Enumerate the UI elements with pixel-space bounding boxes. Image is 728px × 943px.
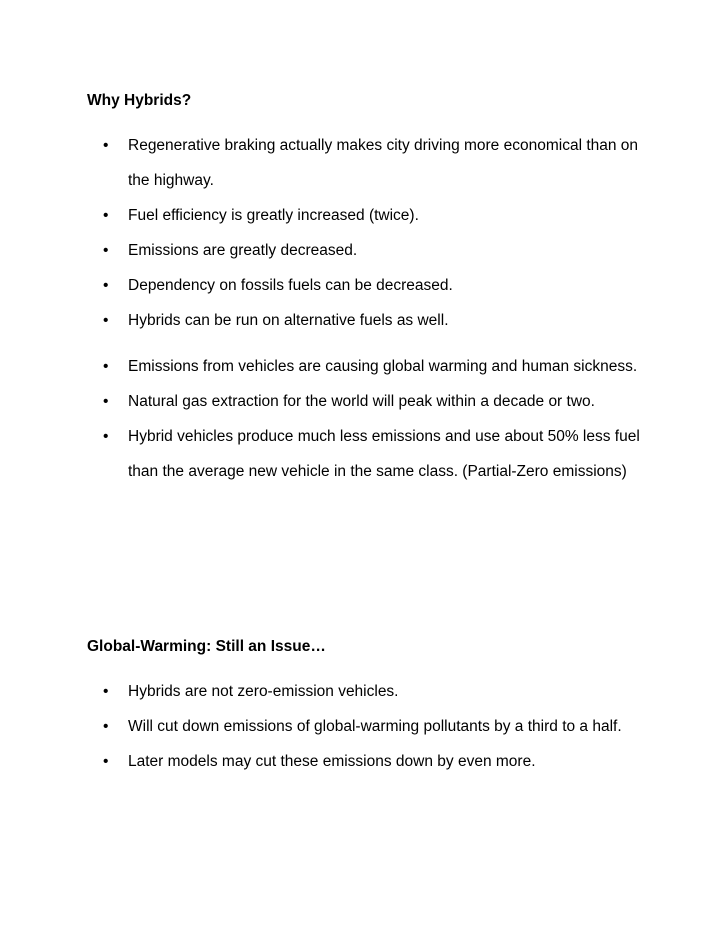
heading-why-hybrids: Why Hybrids? <box>87 92 192 109</box>
bullet-icon: • <box>103 358 109 375</box>
bullet-icon: • <box>103 137 109 154</box>
list-item <box>103 709 663 744</box>
list-item-text: Will cut down emissions of global-warming pollutants by a third to a half. <box>128 718 622 735</box>
list-item <box>103 128 663 198</box>
list-item <box>103 744 663 779</box>
bullet-icon: • <box>103 718 109 735</box>
list-item <box>103 268 663 303</box>
bullet-icon: • <box>103 312 109 329</box>
why-hybrids-list-2 <box>103 349 663 489</box>
list-item-text: Hybrids are not zero-emission vehicles. <box>128 683 399 700</box>
list-item <box>103 674 663 709</box>
list-item <box>103 198 663 233</box>
list-item <box>103 233 663 268</box>
bullet-icon: • <box>103 683 109 700</box>
list-item-text: Later models may cut these emissions down by even more. <box>128 753 536 770</box>
list-item <box>103 303 663 338</box>
bullet-icon: • <box>103 428 109 445</box>
bullet-icon: • <box>103 242 109 259</box>
list-item-text: Emissions are greatly decreased. <box>128 242 358 259</box>
list-item <box>103 419 663 489</box>
list-item-text: Dependency on fossils fuels can be decreased. <box>128 277 453 294</box>
list-item-text: Regenerative braking actually makes city driving more economical than on the highway. <box>128 137 639 189</box>
bullet-icon: • <box>103 277 109 294</box>
why-hybrids-list-1 <box>103 128 663 338</box>
list-item-text: Emissions from vehicles are causing global warming and human sickness. <box>128 358 638 375</box>
heading-global-warming: Global-Warming: Still an Issue… <box>87 638 326 655</box>
list-item-text: Fuel efficiency is greatly increased (twice). <box>128 207 419 224</box>
list-item-text: Hybrid vehicles produce much less emissions and use about 50% less fuel than the average new vehicle in the same class. (Partial-Zero emissions) <box>128 428 640 480</box>
list-item <box>103 349 663 384</box>
bullet-icon: • <box>103 393 109 410</box>
list-item-text: Natural gas extraction for the world will peak within a decade or two. <box>128 393 595 410</box>
global-warming-list <box>103 674 663 779</box>
bullet-icon: • <box>103 753 109 770</box>
list-item <box>103 384 663 419</box>
list-item-text: Hybrids can be run on alternative fuels as well. <box>128 312 449 329</box>
bullet-icon: • <box>103 207 109 224</box>
